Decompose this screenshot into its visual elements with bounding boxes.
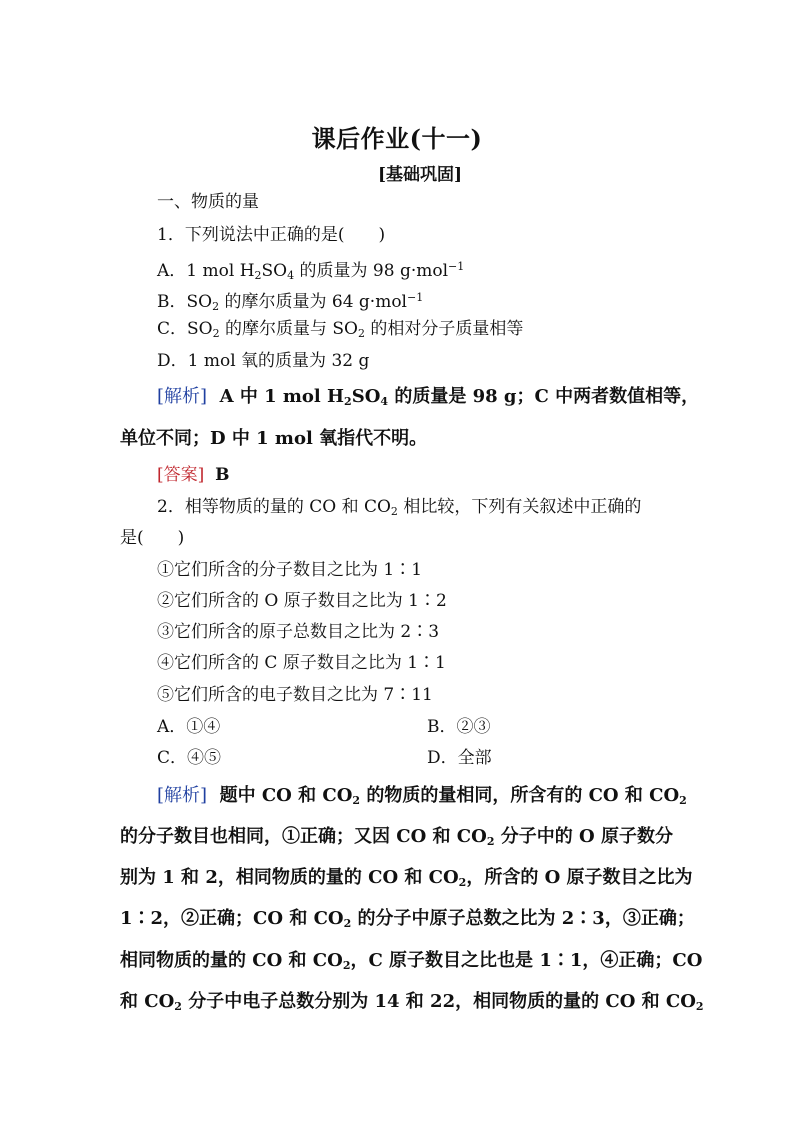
- q2-analysis-line4: 1∶2，②正确；CO 和 $CO_2$ 的分子中原子总数之比为 2∶3，③正确；: [120, 908, 695, 930]
- q1-option-d: D．1 mol 氧的质量为 32 g: [157, 351, 370, 371]
- q1-option-a: A．1 mol $H_2SO_4$ 的质量为 98 g·mol$^{-1}$: [157, 260, 465, 282]
- page-title: 课后作业(十一): [311, 124, 483, 153]
- q2-option-c: C．④⑤: [157, 748, 222, 768]
- q2-stem-line1: 2．相等物质的量的 CO 和 $CO_2$ 相比较，下列有关叙述中正确的: [157, 497, 642, 518]
- analysis-tag: [解析]: [157, 785, 208, 806]
- q2-stem-line2: 是( ): [120, 528, 185, 548]
- q2-analysis-line1: [解析] 题中 CO 和 $CO_2$ 的物质的量相同，所含有的 CO 和 $CO_2$: [157, 785, 687, 807]
- q2-analysis-line2: 的分子数目也相同，①正确；又因 CO 和 $CO_2$ 分子中的 O 原子数分: [120, 826, 673, 848]
- section-heading: 一、物质的量: [157, 192, 259, 212]
- analysis-tag: [解析]: [157, 386, 208, 407]
- q2-option-a: A．①④: [157, 717, 221, 737]
- q2-option-b: B．②③: [427, 717, 491, 737]
- q1-option-c: C．$SO_2$ 的摩尔质量与 $SO_2$ 的相对分子质量相等: [157, 319, 524, 340]
- q2-statement-3: ③它们所含的原子总数目之比为 2∶3: [157, 622, 440, 642]
- answer-tag: [答案]: [157, 465, 205, 485]
- q1-option-b: B．$SO_2$ 的摩尔质量为 64 g·mol$^{-1}$: [157, 291, 424, 313]
- q2-statement-5: ⑤它们所含的电子数目之比为 7∶11: [157, 685, 433, 705]
- q2-option-d: D．全部: [427, 748, 492, 768]
- q2-statement-2: ②它们所含的 O 原子数目之比为 1∶2: [157, 591, 447, 611]
- q2-analysis-line5: 相同物质的量的 CO 和 $CO_2$，C 原子数目之比也是 1∶1，④正确；CO: [120, 950, 703, 972]
- q2-statement-1: ①它们所含的分子数目之比为 1∶1: [157, 560, 423, 580]
- q2-analysis-line3: 别为 1 和 2，相同物质的量的 CO 和 $CO_2$，所含的 O 原子数目之比为: [120, 867, 693, 889]
- q1-stem: 1．下列说法中正确的是( ): [157, 225, 386, 245]
- section-label: [基础巩固]: [377, 165, 463, 185]
- q2-analysis-line6: 和 $CO_2$ 分子中电子总数分别为 14 和 22，相同物质的量的 CO 和 $CO_2$: [120, 991, 704, 1013]
- q1-analysis-line1: [解析] A 中 1 mol $H_2SO_4$ 的质量是 98 g；C 中两者数值相等，: [157, 386, 700, 408]
- q1-analysis-line2: 单位不同；D 中 1 mol 氧指代不明。: [120, 428, 428, 449]
- q2-statement-4: ④它们所含的 C 原子数目之比为 1∶1: [157, 653, 446, 673]
- q1-answer: [答案] B: [157, 465, 230, 485]
